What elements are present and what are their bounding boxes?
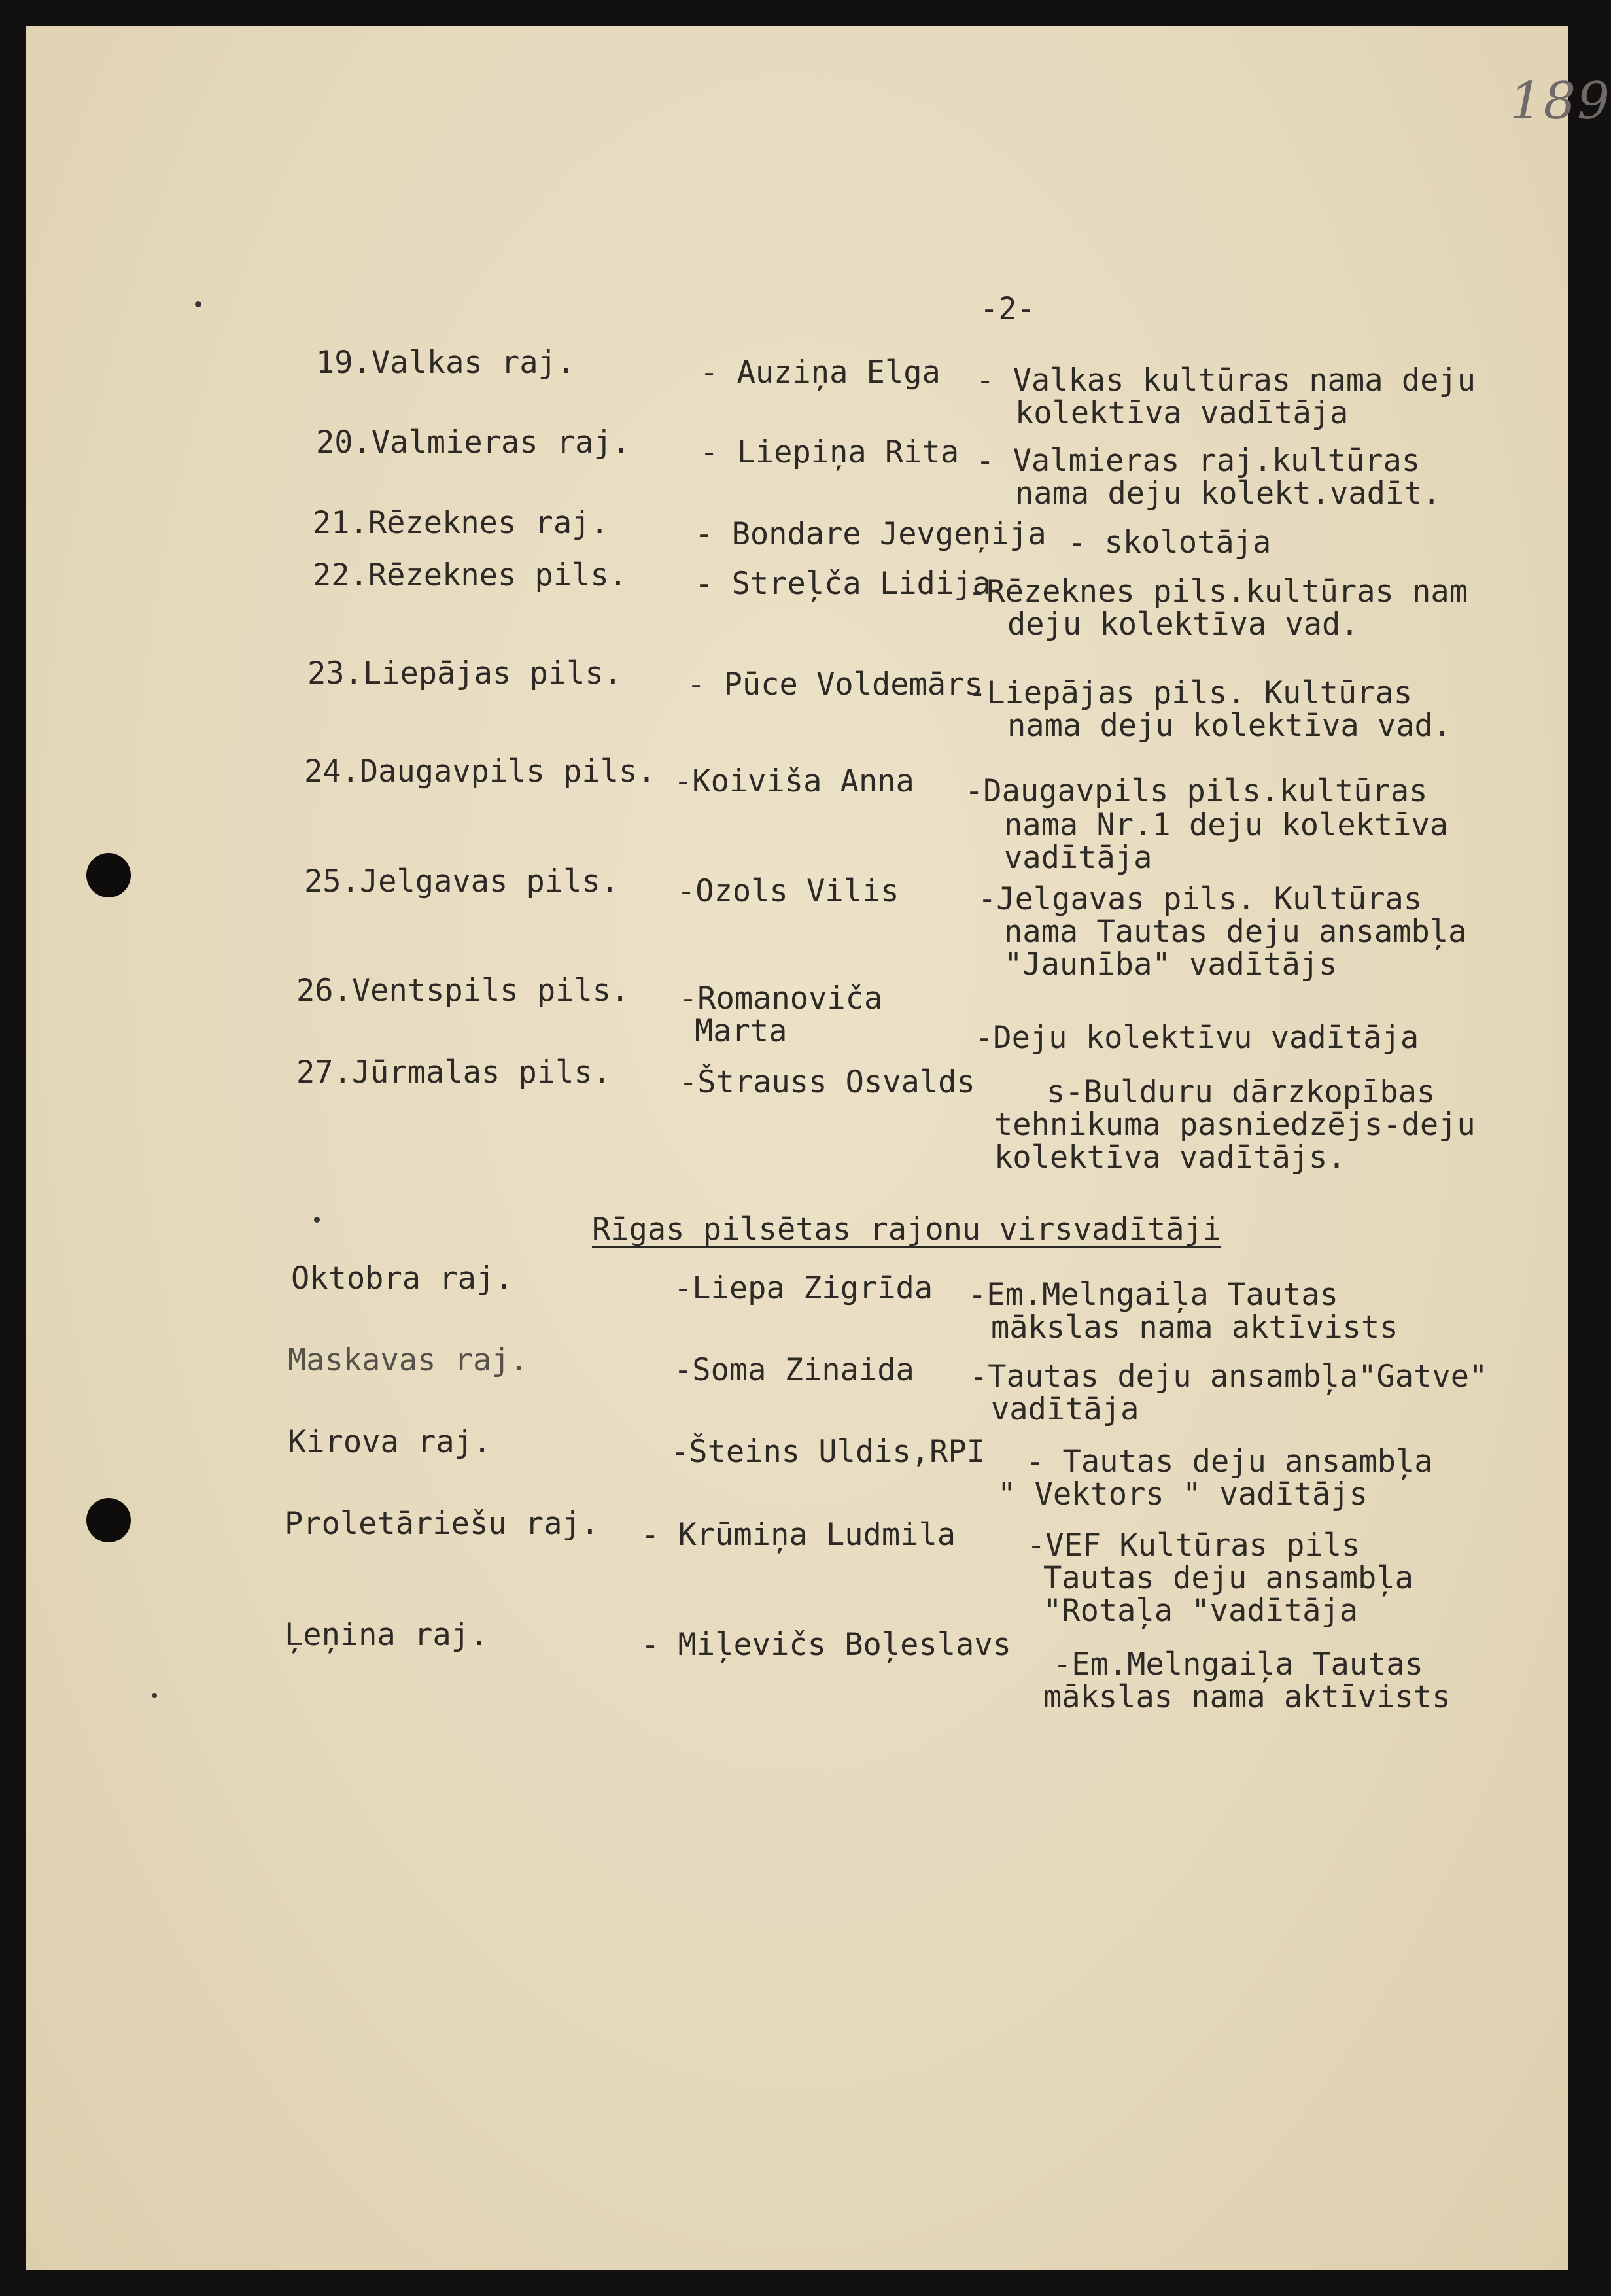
person-name: -Šteins Uldis,RPI: [670, 1434, 986, 1470]
role-line: -Jelgavas pils. Kultūras: [978, 881, 1423, 917]
role-line: nama deju kolekt.vadīt.: [1015, 476, 1441, 512]
ink-speck: [152, 1693, 157, 1698]
person-name: - Liepiņa Rita: [700, 434, 960, 470]
role-line: -Daugavpils pils.kultūras: [965, 773, 1428, 809]
role-line: -Em.Melngaiļa Tautas: [1053, 1646, 1423, 1682]
role-line: nama deju kolektīva vad.: [1007, 708, 1452, 744]
punch-hole: [86, 1498, 131, 1542]
region: Oktobra raj.: [291, 1261, 513, 1296]
role-line: "Jaunība" vadītājs: [1004, 947, 1338, 983]
role-line: s-Bulduru dārzkopības: [1047, 1074, 1436, 1110]
person-name: - Bondare Jevgeņija: [695, 516, 1047, 552]
role-line: -Tautas deju ansambļa"Gatve": [969, 1359, 1488, 1395]
punch-hole: [86, 853, 131, 897]
role-line: -Em.Melngaiļa Tautas: [968, 1277, 1338, 1313]
region: Ļeņina raj.: [285, 1617, 489, 1653]
region: Maskavas raj.: [288, 1342, 528, 1378]
region: 19.Valkas raj.: [316, 345, 576, 381]
role-line: mākslas nama aktīvists: [991, 1310, 1398, 1346]
person-name-cont: Marta: [695, 1013, 788, 1049]
folio-number: 189: [1510, 72, 1611, 131]
role-line: nama Nr.1 deju kolektīva: [1004, 807, 1449, 843]
region: 20.Valmieras raj.: [316, 425, 631, 461]
person-name: -Romanoviča: [679, 981, 883, 1017]
page-number: -2-: [980, 291, 1035, 327]
person-name: -Soma Zinaida: [674, 1352, 914, 1388]
document-page: [26, 26, 1611, 2270]
person-name: - Miļevičs Boļeslavs: [641, 1627, 1011, 1663]
person-name: -Liepa Zigrīda: [674, 1270, 933, 1306]
person-name: - Pūce Voldemārs: [687, 667, 983, 703]
role-line: tehnikuma pasniedzējs-deju: [994, 1107, 1476, 1143]
region: 22.Rēzeknes pils.: [313, 557, 628, 593]
region: Kirova raj.: [288, 1424, 492, 1460]
region: 23.Liepājas pils.: [307, 655, 623, 691]
role-line: "Rotaļa "vadītāja: [1043, 1593, 1359, 1629]
region: Proletāriešu raj.: [285, 1506, 600, 1542]
role-line: deju kolektīva vad.: [1007, 606, 1359, 642]
role-line: -VEF Kultūras pils: [1027, 1527, 1360, 1563]
section-heading: Rīgas pilsētas rajonu virsvadītāji: [592, 1211, 1222, 1247]
role-line: - skolotāja: [1067, 525, 1272, 561]
region: 25.Jelgavas pils.: [304, 863, 619, 899]
role-line: kolektīva vadītāja: [1015, 395, 1349, 431]
role-line: -Rēzeknes pils.kultūras nam: [968, 574, 1468, 610]
person-name: - Streļča Lidija: [695, 566, 991, 602]
role-line: mākslas nama aktīvists: [1043, 1679, 1451, 1715]
region: 24.Daugavpils pils.: [304, 754, 656, 790]
role-line: kolektīva vadītājs.: [994, 1139, 1346, 1175]
role-line: - Valkas kultūras nama deju: [976, 362, 1476, 398]
role-line: nama Tautas deju ansambļa: [1004, 914, 1467, 950]
ink-speck: [314, 1217, 320, 1223]
person-name: -Koiviša Anna: [674, 763, 914, 799]
role-line: - Valmieras raj.kultūras: [976, 443, 1421, 479]
role-line: " Vektors " vadītājs: [997, 1476, 1368, 1512]
person-name: - Auziņa Elga: [700, 355, 941, 391]
role-line: -Deju kolektīvu vadītāja: [975, 1020, 1419, 1056]
role-line: Tautas deju ansambļa: [1043, 1560, 1413, 1596]
person-name: -Štrauss Osvalds: [679, 1064, 975, 1100]
region: 26.Ventspils pils.: [296, 973, 630, 1009]
role-line: vadītāja: [991, 1391, 1139, 1427]
person-name: -Ozols Vilis: [677, 873, 899, 909]
role-line: vadītāja: [1004, 840, 1152, 876]
region: 27.Jūrmalas pils.: [296, 1054, 612, 1090]
role-line: - Tautas deju ansambļa: [1026, 1444, 1433, 1480]
role-line: -Liepājas pils. Kultūras: [968, 675, 1413, 711]
region: 21.Rēzeknes raj.: [313, 505, 609, 541]
ink-speck: [195, 301, 201, 307]
person-name: - Krūmiņa Ludmila: [641, 1517, 956, 1553]
